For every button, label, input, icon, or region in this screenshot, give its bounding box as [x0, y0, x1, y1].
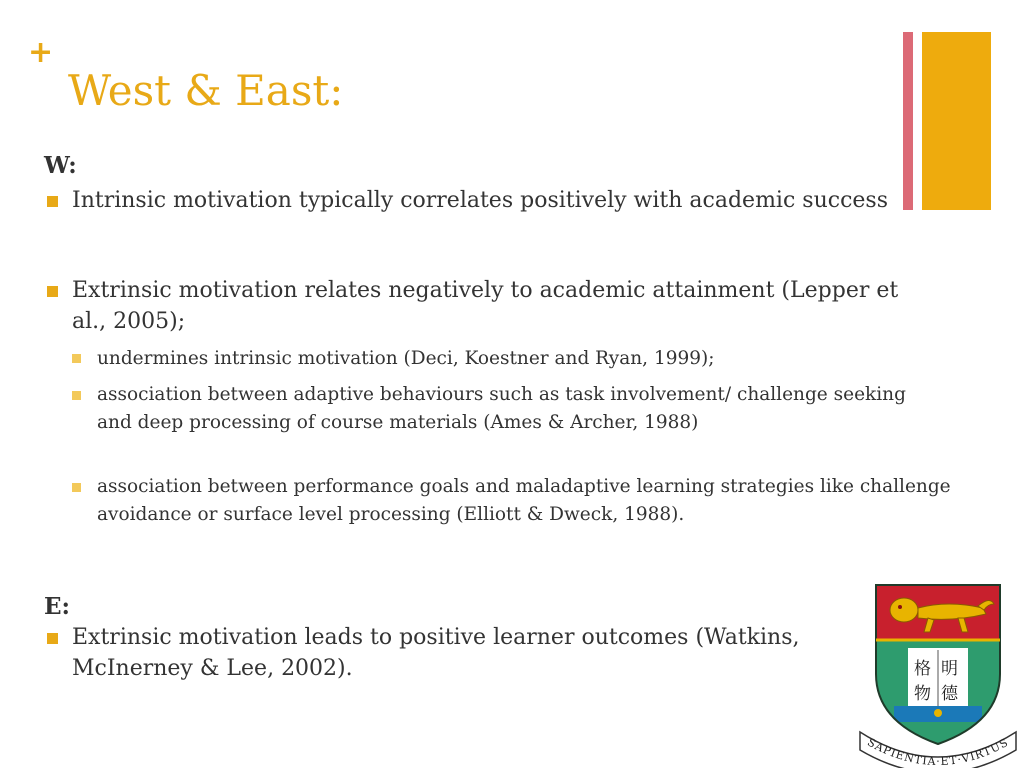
slide-title: West & East:	[68, 66, 344, 115]
bullet-square-icon	[47, 286, 58, 297]
crest-char: 物	[914, 684, 931, 704]
east-heading: E:	[44, 593, 71, 620]
west-heading: W:	[44, 152, 77, 179]
crest-char: 明	[941, 659, 958, 679]
sub-bullet-square-icon	[72, 354, 81, 363]
decorative-bar-gold	[922, 32, 991, 210]
crest-char: 格	[914, 659, 931, 679]
west-bullet-intrinsic: Intrinsic motivation typically correlates positively with academic success	[72, 188, 888, 213]
west-sub-performance: association between performance goals and maladaptive learning strategies like challenge avoidance or surface level processing (Elliott & Dweck, 1988).	[97, 476, 951, 525]
west-sub-adaptive: association between adaptive behaviours such as task involvement/ challenge seeking and deep processing of course materials (Ames & Archer, 1988)	[97, 384, 906, 433]
bullet-square-icon	[47, 633, 58, 644]
west-bullet-extrinsic: Extrinsic motivation relates negatively to academic attainment (Lepper et al., 2005);	[72, 278, 899, 334]
west-sub-undermines: undermines intrinsic motivation (Deci, Koestner and Ryan, 1999);	[97, 348, 715, 369]
crest-motto: SAPIENTIA·ET·VIRTUS	[865, 735, 1011, 768]
east-bullet-extrinsic: Extrinsic motivation leads to positive learner outcomes (Watkins, McInerney & Lee, 2002).	[72, 625, 800, 681]
sub-bullet-square-icon	[72, 391, 81, 400]
plus-icon: +	[28, 35, 54, 70]
bullet-square-icon	[47, 196, 58, 207]
decorative-bar-pink	[903, 32, 913, 210]
sub-bullet-square-icon	[72, 483, 81, 492]
university-crest-logo	[858, 582, 1018, 768]
crest-char: 德	[941, 684, 958, 704]
